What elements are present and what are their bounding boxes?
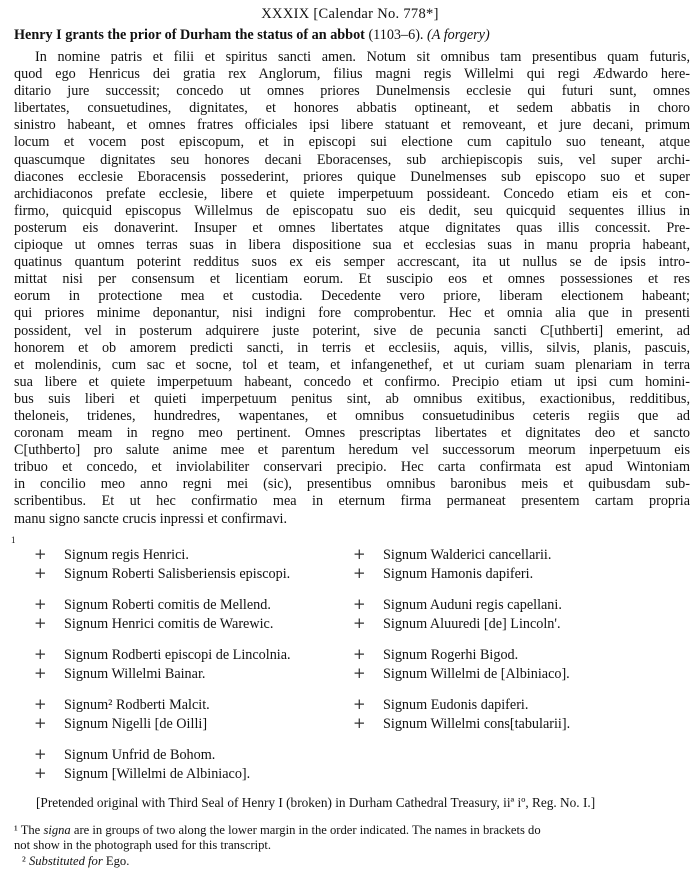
text-line: scribentibus. Et ut hec confirmatio mea in eternum firma permaneat presentem cartam propria: [14, 493, 690, 510]
signum-text: Signum Rodberti episcopi de Lincolnia.: [64, 647, 291, 663]
signum-text: Signum Walderici cancellarii.: [383, 547, 552, 563]
text-line: mittat nisi per consensum et licentiam eorum. Et suscipio eos et omnes possessiones et res: [14, 271, 690, 288]
signum-text: Signum Unfrid de Bohom.: [64, 747, 216, 763]
signum-entry: [353, 564, 533, 583]
text-line: cipioque ut omnes terras suas in libera dispositione sua et ecclesias suas in manu propria habeant,: [14, 237, 690, 254]
title-date: (1103–6).: [368, 27, 424, 43]
signum-entry: [34, 745, 215, 764]
text-line: sinistro habeant, et omnes fratres officiales ipsi libere statuant et removeant, et jure decani, primum: [14, 117, 690, 134]
text-line: eorum in protectione mea et custodia. Decedente vero priore, liberam electionem habeant;: [14, 288, 690, 305]
footnotes: [14, 823, 690, 869]
signum-entry: [34, 545, 189, 564]
signum-entry: [353, 714, 570, 733]
cross-icon: +: [353, 564, 366, 582]
footnote-1: ¹ The signa are in groups of two along the lower margin in the order indicated. The names in brackets do: [14, 823, 541, 837]
text-line: coronam meam in regno meo pertinent. Omnes prescriptas libertates et dignitates deo et sancto: [14, 425, 690, 442]
signum-text: Signum Willelmi de [Albiniaco].: [383, 666, 570, 682]
cross-icon: +: [353, 714, 366, 732]
signum-entry: [34, 645, 291, 664]
signum-text: Signum Nigelli [de Oilli]: [64, 716, 208, 732]
signum-text: Signum [Willelmi de Albiniaco].: [64, 766, 251, 782]
title-note: (A forgery): [427, 27, 490, 43]
source-note: [Pretended original with Third Seal of Henry I (broken) in Durham Cathedral Treasury, iiª iº, Reg. No. I.]: [36, 795, 596, 810]
signum-text: Signum Eudonis dapiferi.: [383, 697, 529, 713]
footnote-1-cont: not show in the photograph used for this transcript.: [14, 838, 272, 853]
signum-text: Signum Willelmi cons[tabularii].: [383, 716, 571, 732]
cross-icon: +: [34, 595, 47, 613]
signum-text: Signum Roberti Salisberiensis episcopi.: [64, 566, 291, 582]
signum-text: Signum Aluuredi [de] Lincoln'.: [383, 616, 561, 632]
signum-text: Signum Rogerhi Bigod.: [383, 647, 519, 663]
signum-entry: [353, 595, 562, 614]
signum-entry: [353, 695, 528, 714]
cross-icon: +: [353, 545, 366, 563]
text-line: libertates, consuetudines, dignitates, et honores abbatis optineant, et sedem abbatis in choro: [14, 100, 690, 117]
signum-text: Signum Auduni regis capellani.: [383, 597, 562, 613]
signum-entry: [353, 664, 570, 683]
signum-text: Signum Henrici comitis de Warewic.: [64, 616, 274, 632]
signum-entry: [34, 595, 271, 614]
document-heading: XXXIX [Calendar No. 778*]: [261, 6, 439, 22]
text-line: quascumque dignitates seu honores decani Eboracenses, sub archiepiscopis suis, vel super archi-: [14, 151, 690, 168]
signum-entry: [353, 614, 561, 633]
text-line: locum et vocem post episcopum, et in episcopi sui electione cum capitulo suo teneant, atque: [14, 134, 690, 151]
signum-entry: [34, 564, 290, 583]
cross-icon: +: [353, 664, 366, 682]
cross-icon: +: [34, 614, 47, 632]
text-line: sua libere et quiete imperpetuum habeant, concedo et confirmo. Precipio etiam ut ipsi cum homini-: [14, 373, 690, 390]
signum-entry: [34, 764, 250, 783]
text-line: firmo, quicquid episcopus Willelmus de episcopatu suo eis dedit, seu quicquid sequentes illius in: [14, 202, 690, 219]
text-line: honorem et ob amorem predicti sancti, in terris et ecclesiis, aquis, villis, silvis, planis, pascuis,: [14, 339, 690, 356]
signum-text: Signum Roberti comitis de Mellend.: [64, 597, 271, 613]
cross-icon: +: [34, 764, 47, 782]
signum-text: Signum Hamonis dapiferi.: [383, 566, 534, 582]
text-line: quatinus quantum poterint redditus suos ex eis semper accrescant, ita ut nullus se de ipsis intro-: [14, 254, 690, 271]
text-line: posterum eis donaverint. Insuper et omnes libertates atque dignitates quas illis concessit. Pre-: [14, 219, 690, 236]
text-line: diacones ecclesie Eboracensis possederint, priores quique Dunelmenses sub episcopo suo et super: [14, 168, 690, 185]
cross-icon: +: [353, 695, 366, 713]
text-line: bus suis liberi et quieti imperpetuum penitus sint, ab omnibus exitibus, exactionibus, redditibus,: [14, 390, 690, 407]
cross-icon: +: [34, 645, 47, 663]
cross-icon: +: [34, 714, 47, 732]
cross-icon: +: [353, 595, 366, 613]
cross-icon: +: [34, 745, 47, 763]
footnote-2: ² Substituted for Ego.: [22, 853, 130, 868]
cross-icon: +: [34, 564, 47, 582]
signum-text: Signum regis Henrici.: [64, 547, 189, 563]
signum-entry: [353, 545, 551, 564]
document-title: [14, 27, 690, 44]
signum-entry: [34, 714, 207, 733]
text-line: in concilio meo anno regni mei (sic), presentibus omnibus baronibus meis et quibusdam sub-: [14, 476, 690, 493]
signum-entry: [34, 664, 205, 683]
signum-text: Signum² Rodberti Malcit.: [64, 697, 210, 713]
text-line: manu signo sancte crucis inpressi et confirmavi.: [14, 510, 288, 527]
cross-icon: +: [34, 695, 47, 713]
signum-text: Signum Willelmi Bainar.: [64, 666, 206, 682]
signum-entry: [34, 614, 273, 633]
text-line: theloneis, tridenes, hundredres, wapentanes, et omnibus consuetudinibus ceteris regiis que ad: [14, 407, 690, 424]
text-line: C[uthberto] pro salute anime mee et parentum heredum vel successorum meorum inperpetuum eis: [14, 442, 690, 459]
signum-entry: [34, 695, 210, 714]
cross-icon: +: [34, 664, 47, 682]
title-text: Henry I grants the prior of Durham the status of an abbot: [14, 27, 365, 43]
cross-icon: +: [34, 545, 47, 563]
cross-icon: +: [353, 614, 366, 632]
text-line: quod ego Henricus dei gratia rex Anglorum, filius magni regis Willelmi qui regi Ædwardo here-: [14, 66, 690, 83]
signum-entry: [353, 645, 518, 664]
text-line: possident, vel in posterum adquirere juste poterint, sive de pecunia sancti C[uthberti] emerint, ad: [14, 322, 690, 339]
text-line: qui priores minime deponantur, nisi indigni fore comprobentur. Hec et omnia alia que in presenti: [14, 305, 690, 322]
text-line: ditario jure successit; concedo ut omnes priores Dunelmensis ecclesie qui futuri sunt, omnes: [14, 83, 690, 100]
cross-icon: +: [353, 645, 366, 663]
text-line: et molendinis, cum sac et socne, tol et team, et infangenethef, et ut curiam suam plenariam in terra: [14, 356, 690, 373]
charter-text: [14, 49, 690, 528]
text-line: archidiaconos prefate ecclesie, libere et quiete imperpetuum possideant. Concedo etiam eis et con-: [14, 185, 690, 202]
text-line: In nomine patris et filii et spiritus sancti amen. Notum sit omnibus tam presentibus quam futuris,: [35, 49, 690, 65]
text-line: tribuo et concedo, et inviolabiliter conservari precipio. Hec carta confirmata est apud Wintoniam: [14, 459, 690, 476]
